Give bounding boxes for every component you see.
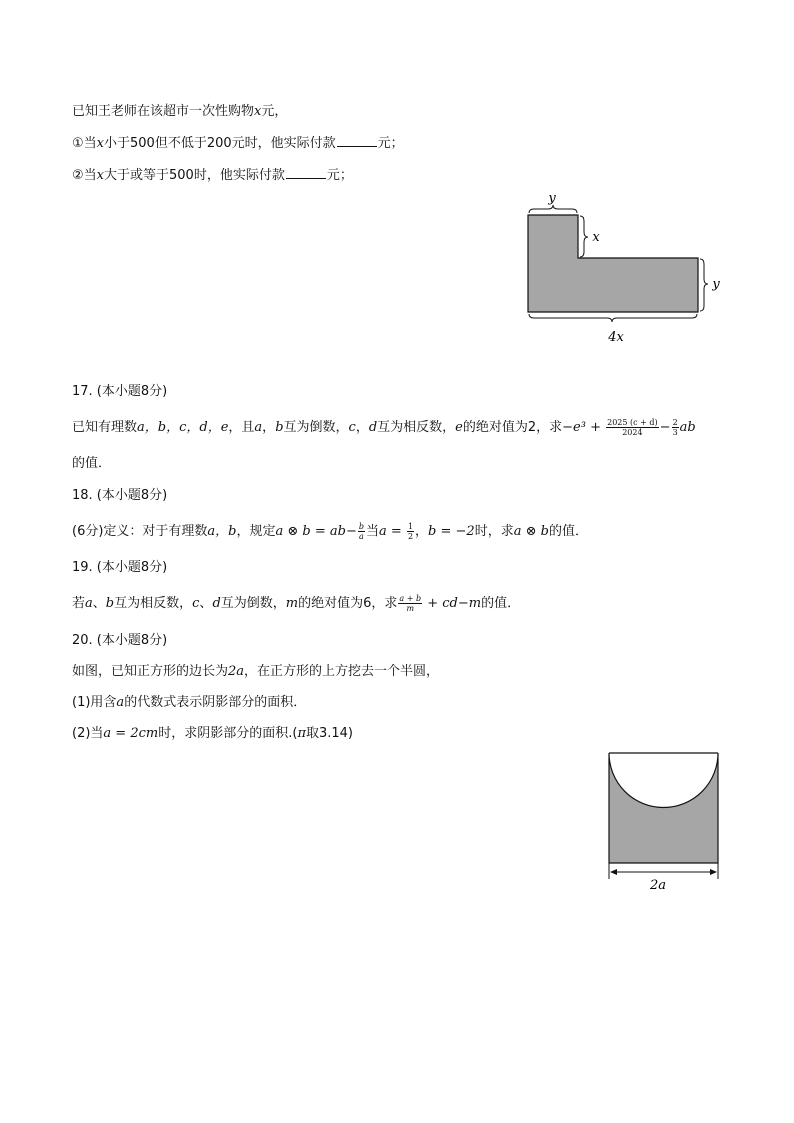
var-a: a (254, 420, 263, 435)
right-brace (700, 259, 708, 311)
square-shaded-region (609, 753, 718, 863)
p20-body (72, 663, 439, 681)
numerator: 2 (672, 418, 678, 427)
var-m: m (285, 596, 299, 611)
text: 如图，已知正方形的边长为 (72, 664, 229, 679)
var-c: c (348, 420, 356, 435)
p17-header: 17. (本小题8分) (72, 384, 168, 399)
text: (6分)定义：对于有理数 (72, 524, 208, 539)
pi: π (297, 726, 306, 741)
numerator: a + b (399, 594, 422, 603)
l-shape-figure (515, 188, 730, 348)
fraction (606, 418, 659, 437)
text: 的值． (481, 596, 521, 611)
fraction (407, 522, 414, 541)
minus: − (659, 420, 671, 435)
p20-question-2 (72, 725, 353, 743)
text: ，规定 (236, 524, 276, 539)
l-shape-shaded-region (528, 215, 698, 312)
text: 时，求阴影部分的面积.( (158, 726, 298, 741)
operation: a ⊗ b (513, 524, 549, 539)
text: 大于或等于500时，他实际付款 (104, 168, 285, 183)
square-semicircle-figure (600, 745, 730, 895)
arrowhead-left (610, 869, 617, 875)
var-a: a (85, 596, 93, 611)
denominator: 2024 (622, 428, 643, 437)
side-length: 2a (228, 664, 245, 679)
fraction (672, 418, 679, 437)
text: 取3.14) (305, 726, 354, 741)
text: ①当 (72, 136, 97, 151)
label-top-y: y (548, 191, 556, 206)
text: ， (262, 420, 276, 435)
text: 、 (199, 596, 213, 611)
var-a: a (116, 695, 125, 710)
text: (1)用含 (72, 695, 117, 710)
text: 元， (261, 104, 288, 119)
denominator: 2 (407, 532, 414, 541)
var-e: e (455, 420, 463, 435)
p18-body (72, 522, 588, 541)
text: ， (415, 524, 429, 539)
text: 的绝对值为6，求 (298, 596, 398, 611)
answer-blank (337, 134, 377, 147)
intro-question-1 (72, 134, 404, 153)
a-value: a = (379, 524, 406, 539)
text: ，且 (228, 420, 255, 435)
text: 当 (366, 524, 380, 539)
p17-body (72, 418, 696, 437)
var-b: b (105, 596, 115, 611)
expr: −e³ + (562, 420, 606, 435)
p17-body-end: 的值． (72, 456, 112, 471)
fraction (398, 594, 422, 613)
text: 互为倒数， (283, 420, 349, 435)
var-c: c (192, 596, 200, 611)
text: ②当 (72, 168, 97, 183)
text: 的代数式表示阴影部分的面积． (124, 695, 307, 710)
text: 已知有理数 (72, 420, 138, 435)
text: ， (355, 420, 369, 435)
var-x: x (254, 104, 262, 119)
intro-question-2 (72, 166, 353, 185)
text: 元； (326, 168, 353, 183)
p20-question-1 (72, 694, 306, 712)
var-ab: a，b (207, 524, 237, 539)
text: 互为倒数， (220, 596, 286, 611)
var-list: a，b，c，d，e (137, 420, 229, 435)
a-value: a = 2cm (103, 726, 159, 741)
var-x: x (96, 136, 104, 151)
var-d: d (212, 596, 221, 611)
answer-blank (286, 166, 326, 179)
var-b: b (275, 420, 284, 435)
intro-line-1 (72, 103, 287, 121)
text: ，在正方形的上方挖去一个半圆， (244, 664, 440, 679)
text: 的值． (548, 524, 588, 539)
numerator: 1 (407, 522, 414, 531)
text: 互为相反数， (114, 596, 193, 611)
text: 互为相反数， (377, 420, 456, 435)
expr: + cd−m (423, 596, 482, 611)
text: 、 (92, 596, 106, 611)
var-ab: ab (679, 420, 696, 435)
arrowhead-right (710, 869, 717, 875)
x-brace (580, 216, 588, 257)
p18-header: 18. (本小题8分) (72, 488, 168, 503)
denominator: m (406, 604, 415, 613)
text: 时，求 (474, 524, 514, 539)
top-brace (529, 205, 577, 213)
bottom-brace (529, 314, 697, 322)
label-2a: 2a (649, 878, 667, 893)
definition: a ⊗ b = ab− (275, 524, 357, 539)
numerator: b (358, 522, 364, 531)
text: (2)当 (72, 726, 104, 741)
var-d: d (368, 420, 378, 435)
text: 的绝对值为2，求 (462, 420, 563, 435)
p19-header: 19. (本小题8分) (72, 560, 168, 575)
p19-body (72, 594, 520, 613)
denominator: 3 (672, 428, 678, 437)
b-value: b = −2 (428, 524, 475, 539)
text: 已知王老师在该超市一次性购物 (72, 104, 255, 119)
text: 若 (72, 596, 86, 611)
text: 元； (377, 136, 404, 151)
text: 小于500但不低于200元时，他实际付款 (104, 136, 336, 151)
numerator: 2025 (c + d) (607, 418, 658, 427)
denominator: a (359, 532, 364, 541)
p20-header: 20. (本小题8分) (72, 633, 168, 648)
label-x: x (592, 230, 600, 245)
var-x: x (96, 168, 104, 183)
label-right-y: y (712, 277, 720, 292)
label-bottom-4x: 4x (608, 330, 624, 345)
fraction (358, 522, 365, 541)
